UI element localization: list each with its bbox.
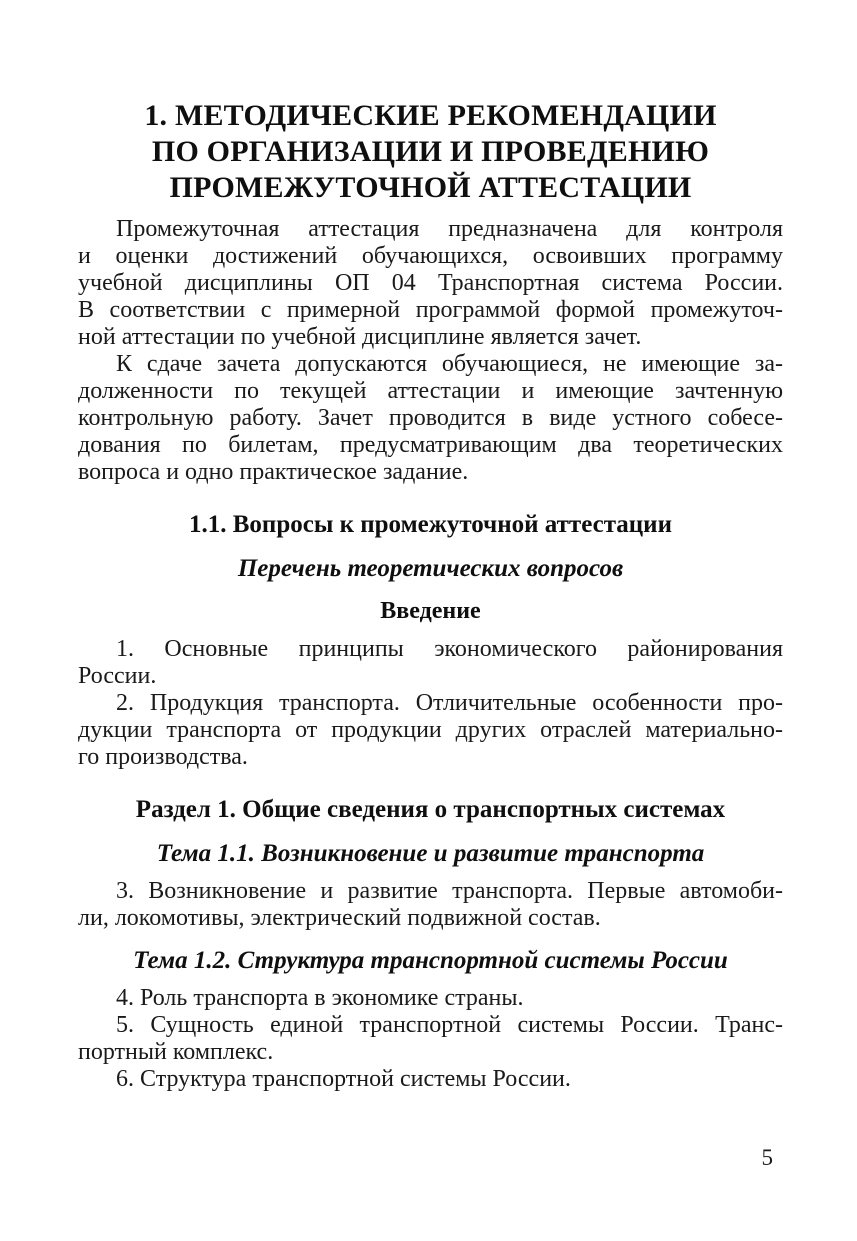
text-line: ли, локомотивы, электрический подвижной состав. bbox=[78, 905, 601, 931]
text-line: портный комплекс. bbox=[78, 1039, 274, 1065]
section-heading: Перечень теоретических вопросов bbox=[237, 555, 624, 582]
text-line: долженности по текущей аттестации и имеющие зачтенную bbox=[78, 378, 783, 404]
chapter-title bbox=[78, 98, 783, 206]
text-line: и оценки достижений обучающихся, освоивших программу bbox=[78, 243, 783, 269]
paragraph bbox=[78, 351, 783, 486]
text-line: 3. Возникновение и развитие транспорта. Первые автомоби- bbox=[116, 878, 783, 904]
chapter-title-line: ПО ОРГАНИЗАЦИИ И ПРОВЕДЕНИЮ bbox=[151, 135, 710, 168]
paragraph bbox=[78, 216, 783, 351]
section-heading: Введение bbox=[380, 598, 481, 624]
text-line: 1. Основные принципы экономического районирования bbox=[116, 636, 783, 662]
section-heading: Тема 1.1. Возникновение и развитие транспорта bbox=[156, 840, 705, 867]
text-line: В соответствии с примерной программой формой промежуточ- bbox=[78, 297, 783, 323]
text-line: К сдаче зачета допускаются обучающиеся, не имеющие за- bbox=[116, 351, 783, 377]
text-line: го производства. bbox=[78, 744, 248, 770]
chapter-title-line: 1. МЕТОДИЧЕСКИЕ РЕКОМЕНДАЦИИ bbox=[144, 99, 717, 132]
page-number: 5 bbox=[761, 1145, 773, 1170]
text-line: России. bbox=[78, 663, 157, 689]
chapter-title-line: ПРОМЕЖУТОЧНОЙ АТТЕСТАЦИИ bbox=[169, 171, 692, 204]
text-line: ной аттестации по учебной дисциплине является зачет. bbox=[78, 324, 642, 350]
list-item bbox=[78, 878, 783, 932]
text-line: Промежуточная аттестация предназначена для контроля bbox=[116, 216, 783, 242]
list-item bbox=[78, 690, 783, 771]
text-line: 2. Продукция транспорта. Отличительные особенности про- bbox=[116, 690, 783, 716]
text-line: учебной дисциплины ОП 04 Транспортная система России. bbox=[78, 270, 783, 296]
list-item bbox=[78, 1066, 783, 1093]
page-content bbox=[78, 0, 783, 1093]
text-line: 6. Структура транспортной системы России. bbox=[116, 1066, 571, 1092]
list-item bbox=[78, 1012, 783, 1066]
text-line: дукции транспорта от продукции других отраслей материально- bbox=[78, 717, 783, 743]
text-line: контрольную работу. Зачет проводится в виде устного собесе- bbox=[78, 405, 783, 431]
text-line: 4. Роль транспорта в экономике страны. bbox=[116, 985, 524, 1011]
text-line: дования по билетам, предусматривающим два теоретических bbox=[78, 432, 783, 458]
list-item bbox=[78, 636, 783, 690]
text-line: 5. Сущность единой транспортной системы России. Транс- bbox=[116, 1012, 783, 1038]
list-item bbox=[78, 985, 783, 1012]
section-heading: Раздел 1. Общие сведения о транспортных системах bbox=[135, 796, 726, 823]
page-body bbox=[78, 216, 783, 1093]
section-heading: Тема 1.2. Структура транспортной системы России bbox=[133, 947, 728, 974]
section-heading: 1.1. Вопросы к промежуточной аттестации bbox=[188, 511, 672, 538]
text-line: вопроса и одно практическое задание. bbox=[78, 459, 469, 485]
